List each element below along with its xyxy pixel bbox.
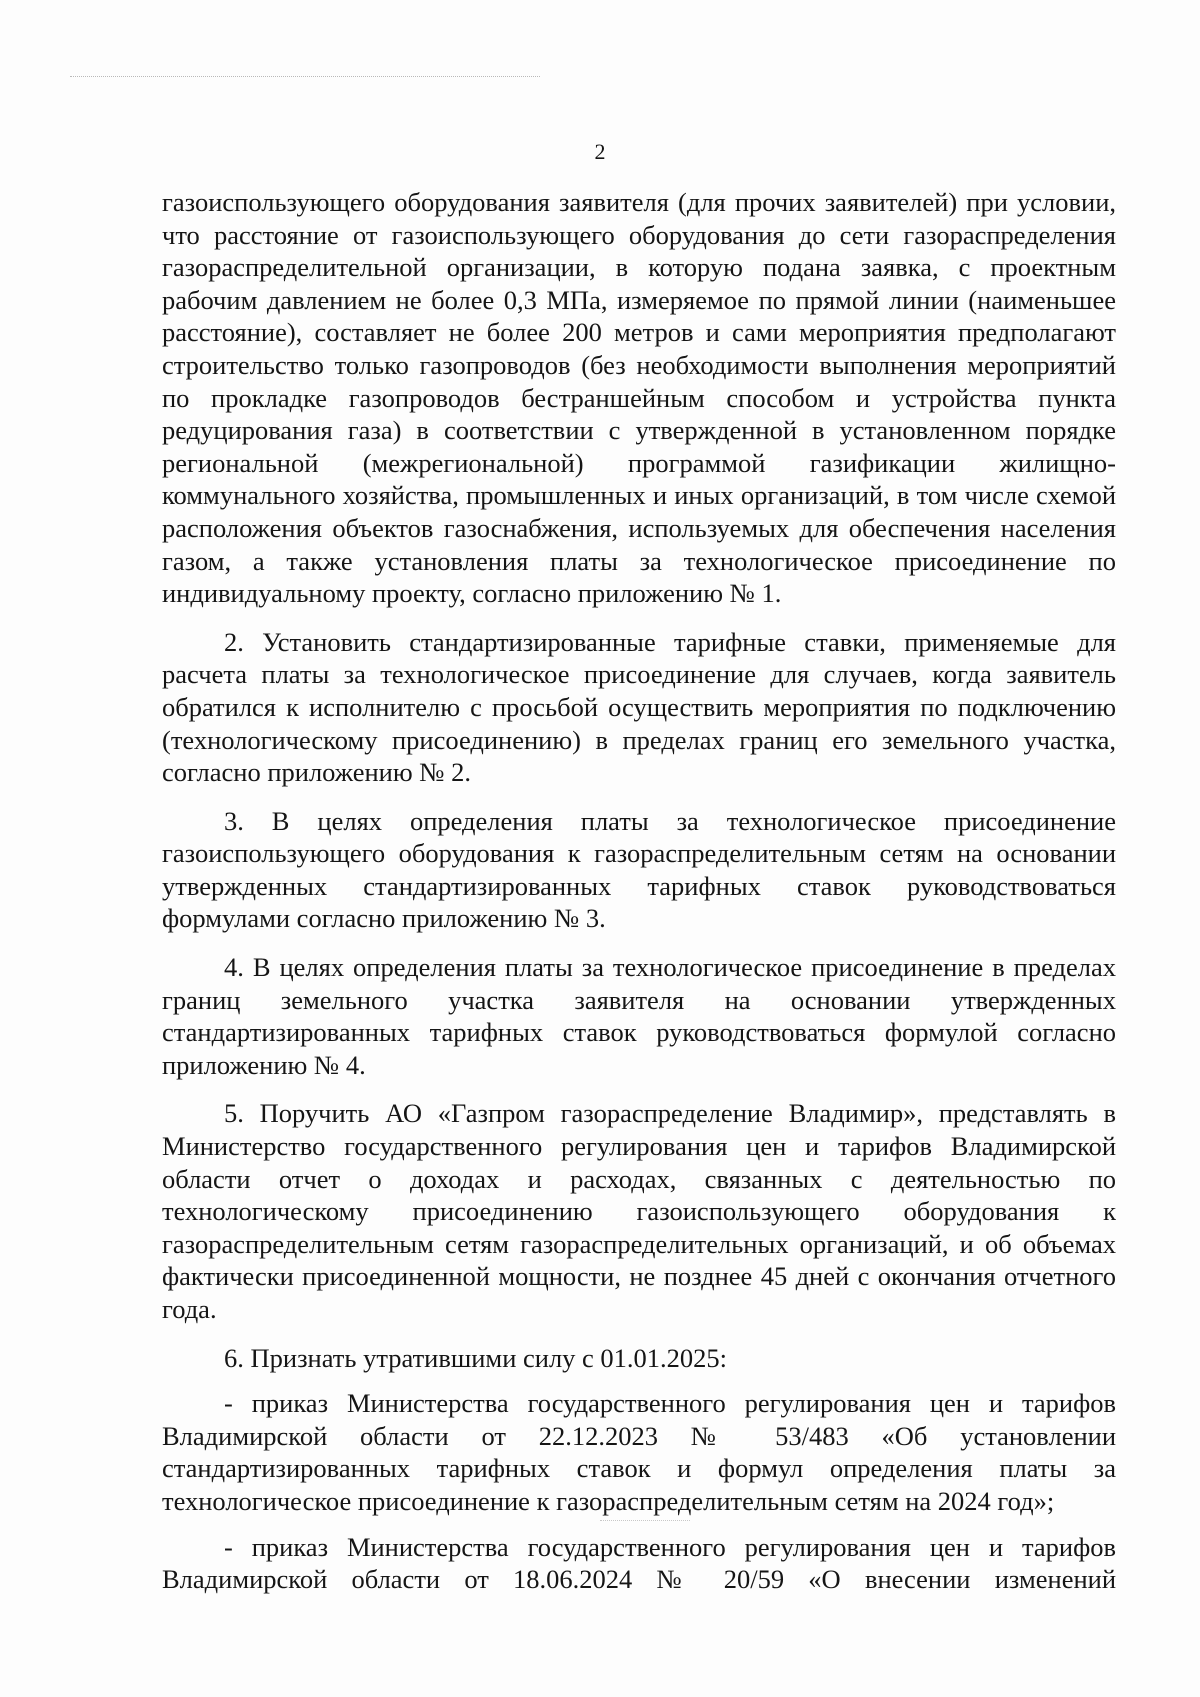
paragraph-repealed-order-2: - приказ Министерства государственного регулирования цен и тарифов Владимирской области от 18.06.2024 № 20/59 «О внесении изменений (162, 1531, 1116, 1595)
paragraph-item-6: 6. Признать утратившими силу с 01.01.2025: (224, 1342, 728, 1373)
scan-artifact-line (70, 76, 540, 77)
paragraph-item-2: 2. Установить стандартизированные тарифные ставки, применяемые для расчета платы за технологическое присоединение для случаев, когда заявитель обратился к исполнителю с просьбой осуществить мероприятия по подключению (технологическому присоединению) в пределах границ его земельного участка, согласно приложению № 2. (162, 626, 1116, 788)
paragraph-item-5: 5. Поручить АО «Газпром газораспределение Владимир», представлять в Министерство государственного регулирования цен и тарифов Владимирской области отчет о доходах и расходах, связанных с деятельностью по технологическому присоединению газоиспользующего оборудования к газораспределительным сетям газораспределительных организаций, и об объемах фактически присоединенной мощности, не позднее 45 дней с окончания отчетного года. (162, 1098, 1116, 1324)
paragraph-item-4: 4. В целях определения платы за технологическое присоединение в пределах границ земельного участка заявителя на основании утвержденных стандартизированных тарифных ставок руководствоваться формулой согласно приложению № 4. (162, 952, 1116, 1080)
page-number: 2 (594, 139, 606, 164)
paragraph-item-3: 3. В целях определения платы за технологическое присоединение газоиспользующего оборудования к газораспределительным сетям на основании утвержденных стандартизированных тарифных ставок руководствоваться формулами согласно приложению № 3. (162, 805, 1116, 934)
paragraph-continuation: газоиспользующего оборудования заявителя (для прочих заявителей) при условии, что расстояние от газоиспользующего оборудования до сети газораспределения газораспределительной организации, в которую подана заявка, с проектным рабочим давлением не более 0,3 МПа, измеряемое по прямой линии (наименьшее расстояние), составляет не более 200 метров и сами мероприятия предполагают строительство только газопроводов (без необходимости выполнения мероприятий по прокладке газопроводов бестраншейным способом и устройства пункта редуцирования газа) в соответствии с утвержденной в установленном порядке региональной (межрегиональной) программой газификации жилищно-коммунального хозяйства, промышленных и иных организаций, в том числе схемой расположения объектов газоснабжения, используемых для обеспечения населения газом, а также установления платы за технологическое присоединение по индивидуальному проекту, согласно приложению № 1. (162, 187, 1116, 609)
document-body (162, 186, 1116, 1596)
paragraph-repealed-order-1: - приказ Министерства государственного регулирования цен и тарифов Владимирской области от 22.12.2023 № 53/483 «Об установлении стандартизированных тарифных ставок и формул определения платы за технологическое присоединение к газораспределительным сетям на 2024 год»; (162, 1388, 1116, 1516)
